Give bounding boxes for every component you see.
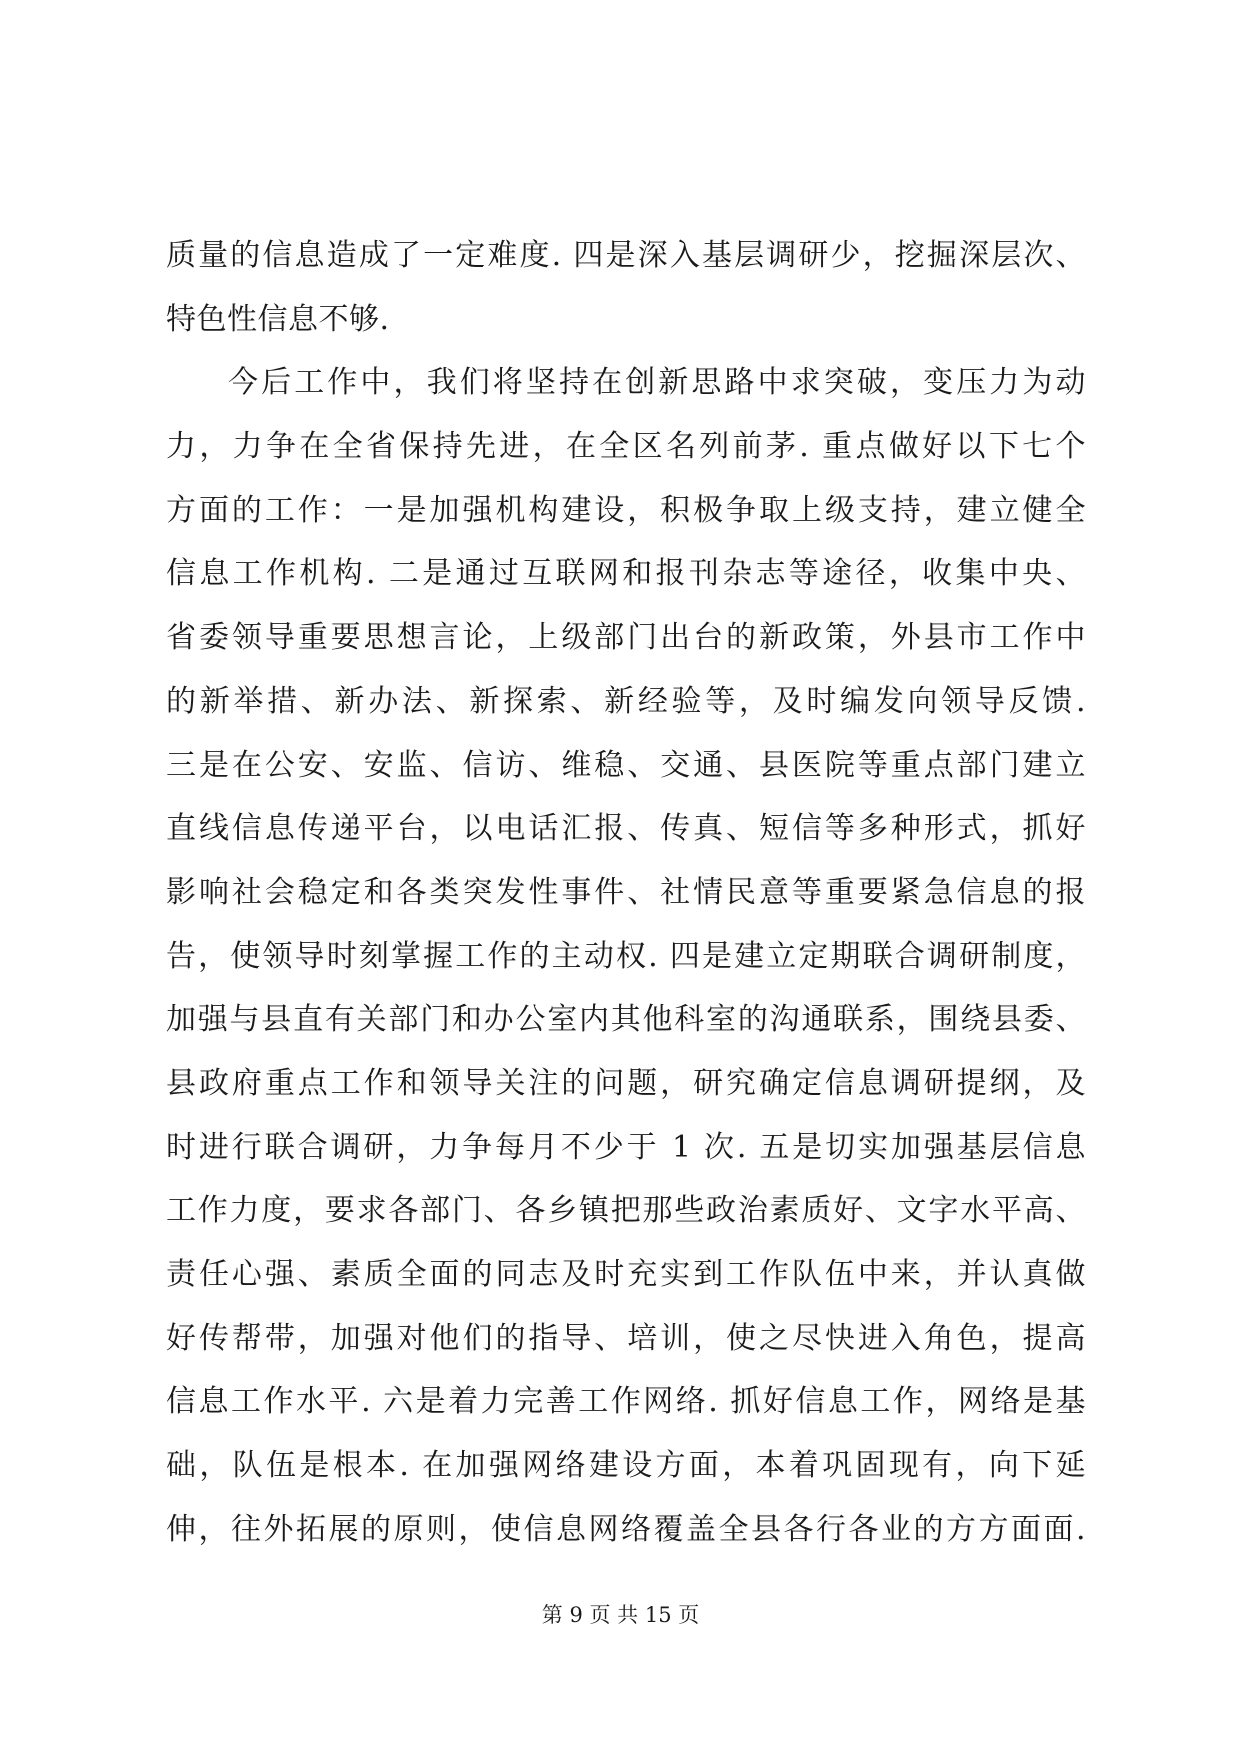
text-line: 力，力争在全省保持先进，在全区名列前茅. 重点做好以下七个: [166, 429, 1086, 465]
page-number-footer: 第 9 页 共 15 页: [541, 1603, 700, 1627]
text-line: 影响社会稳定和各类突发性事件、社情民意等重要紧急信息的报: [166, 874, 1086, 910]
text-line: 的新举措、新办法、新探索、新经验等，及时编发向领导反馈.: [166, 683, 1086, 719]
text-line: 告，使领导时刻掌握工作的主动权. 四是建立定期联合调研制度，: [166, 938, 1086, 974]
text-line: 信息工作水平. 六是着力完善工作网络. 抓好信息工作，网络是基: [166, 1384, 1086, 1420]
text-line: 方面的工作：一是加强机构建设，积极争取上级支持，建立健全: [166, 492, 1086, 528]
text-line: 三是在公安、安监、信访、维稳、交通、县医院等重点部门建立: [166, 747, 1086, 783]
text-line: 责任心强、素质全面的同志及时充实到工作队伍中来，并认真做: [166, 1257, 1086, 1292]
body-text: [166, 224, 1086, 1561]
text-line: 伸，往外拓展的原则，使信息网络覆盖全县各行各业的方方面面.: [166, 1511, 1086, 1547]
text-line: 时进行联合调研，力争每月不少于 1 次. 五是切实加强基层信息: [166, 1129, 1086, 1165]
text-line: 县政府重点工作和领导关注的问题，研究确定信息调研提纲，及: [166, 1065, 1086, 1101]
text-line: 信息工作机构. 二是通过互联网和报刊杂志等途径，收集中央、: [166, 556, 1086, 592]
text-line: 特色性信息不够.: [166, 301, 390, 337]
text-line: 省委领导重要思想言论，上级部门出台的新政策，外县市工作中: [166, 620, 1086, 656]
text-line: 直线信息传递平台，以电话汇报、传真、短信等多种形式，抓好: [166, 811, 1086, 847]
text-line: 好传帮带，加强对他们的指导、培训，使之尽快进入角色，提高: [166, 1320, 1086, 1356]
text-line: 工作力度，要求各部门、各乡镇把那些政治素质好、文字水平高、: [166, 1193, 1086, 1229]
text-line: 础，队伍是根本. 在加强网络建设方面，本着巩固现有，向下延: [166, 1448, 1086, 1484]
paragraph-first-line: 今后工作中，我们将坚持在创新思路中求突破，变压力为动: [228, 365, 1086, 401]
text-line: 质量的信息造成了一定难度. 四是深入基层调研少，挖掘深层次、: [166, 238, 1086, 273]
text-line: 加强与县直有关部门和办公室内其他科室的沟通联系，围绕县委、: [166, 1002, 1086, 1038]
